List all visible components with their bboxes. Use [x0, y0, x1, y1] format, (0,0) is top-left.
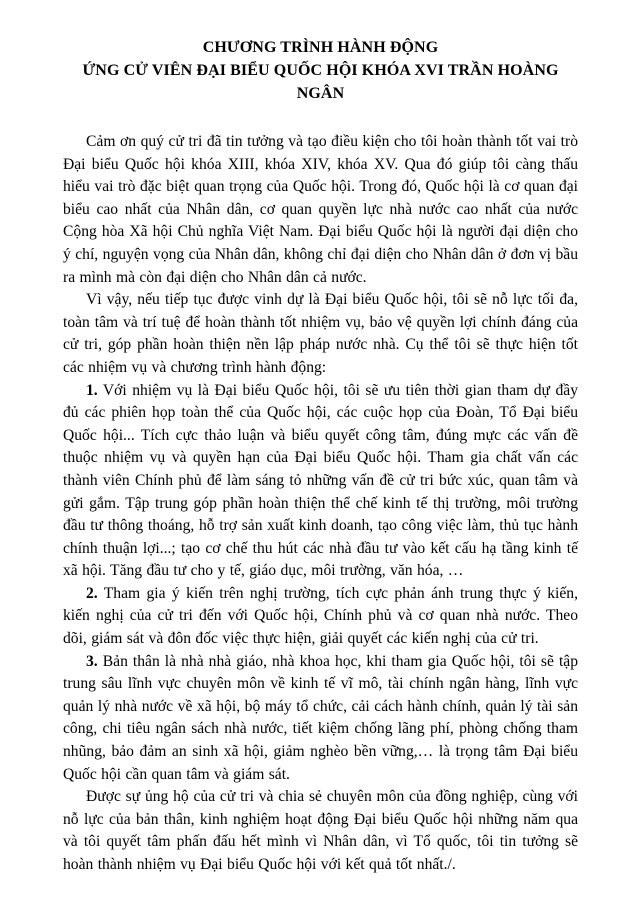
item-number-1: 1.	[86, 381, 98, 399]
document-title	[63, 36, 578, 105]
paragraph-task-1	[63, 380, 578, 583]
paragraph-text: Tham gia ý kiến trên nghị trường, tích cực phản ánh trung thực ý kiến, kiến nghị của cử tri đến với Quốc hội, Chính phủ và cơ quan nhà nước. Theo dõi, giám sát và đôn đốc việc thực hiện, giải quyết các kiến nghị của cử tri.	[63, 584, 578, 648]
paragraph-text: Với nhiệm vụ là Đại biểu Quốc hội, tôi sẽ ưu tiên thời gian tham dự đầy đủ các phiên họp toàn thể của Quốc hội, các cuộc họp của Đoàn, Tổ Đại biểu Quốc hội... Tích cực thảo luận và biểu quyết công tâm, đúng mực các vấn đề thuộc nhiệm vụ và quyền hạn của Đại biểu Quốc hội. Tham gia chất vấn các thành viên Chính phủ để làm sáng tỏ những vấn đề cử tri bức xúc, quan tâm và gửi gắm. Tập trung góp phần hoàn thiện thể chế kinh tế thị trường, môi trường đầu tư thông thoáng, hỗ trợ sản xuất kinh doanh, tạo công việc làm, thủ tục hành chính thuận lợi...; tạo cơ chế thu hút các nhà đầu tư vào kết cấu hạ tầng kinh tế xã hội. Tăng đầu tư cho y tế, giáo dục, môi trường, văn hóa, …	[63, 381, 578, 580]
paragraph-text: Vì vậy, nếu tiếp tục được vinh dự là Đại biểu Quốc hội, tôi sẽ nỗ lực tối đa, toàn tâm và trí tuệ để hoàn thành tốt nhiệm vụ, bảo vệ quyền lợi chính đáng của cử tri, góp phần hoàn thiện nền lập pháp nước nhà. Cụ thể tôi sẽ thực hiện tốt các nhiệm vụ và chương trình hành động:	[63, 291, 578, 376]
paragraph-text: Được sự ủng hộ của cử tri và chia sẻ chuyên môn của đồng nghiệp, cùng với nỗ lực của bản thân, kinh nghiệm hoạt động Đại biểu Quốc hội những năm qua và tôi quyết tâm phấn đấu hết mình vì Nhân dân, vì Tổ quốc, tôi tin tưởng sẽ hoàn thành nhiệm vụ Đại biểu Quốc hội với kết quả tốt nhất./.	[63, 788, 578, 873]
paragraph-closing	[63, 786, 578, 876]
item-number-3: 3.	[86, 652, 98, 670]
item-number-2: 2.	[86, 584, 98, 602]
paragraph-text: Cảm ơn quý cử tri đã tin tưởng và tạo điều kiện cho tôi hoàn thành tốt vai trò Đại biểu Quốc hội khóa XIII, khóa XIV, khóa XV. Qua đó giúp tôi càng thấu hiểu vai trò đặc biệt quan trọng của Quốc hội. Trong đó, Quốc hội là cơ quan đại biểu cao nhất của Nhân dân, cơ quan quyền lực nhà nước cao nhất của nước Cộng hòa Xã hội Chủ nghĩa Việt Nam. Đại biểu Quốc hội là người đại diện cho ý chí, nguyện vọng của Nhân dân, không chỉ đại diện cho Nhân dân ở đơn vị bầu ra mình mà còn đại diện cho Nhân dân cả nước.	[63, 133, 578, 286]
paragraph-commitment-intro	[63, 289, 578, 379]
document-title-line-1: CHƯƠNG TRÌNH HÀNH ĐỘNG	[202, 39, 439, 56]
paragraph-thanks	[63, 131, 578, 289]
document-title-line-2: ỨNG CỬ VIÊN ĐẠI BIỂU QUỐC HỘI KHÓA XVI TRẦN HOÀNG NGÂN	[82, 62, 559, 102]
paragraph-task-3	[63, 651, 578, 787]
paragraph-text: Bản thân là nhà nhà giáo, nhà khoa học, khi tham gia Quốc hội, tôi sẽ tập trung sâu lĩnh vực chuyên môn về kinh tế vĩ mô, tài chính ngân hàng, lĩnh vực quản lý nhà nước về xã hội, bộ máy tổ chức, cải cách hành chính, quản lý tài sản công, chi tiêu ngân sách nhà nước, tiết kiệm chống lãng phí, phòng chống tham nhũng, bảo đảm an sinh xã hội, giảm nghèo bền vững,… là trọng tâm Đại biểu Quốc hội cần quan tâm và giám sát.	[63, 652, 578, 783]
paragraph-task-2	[63, 583, 578, 651]
